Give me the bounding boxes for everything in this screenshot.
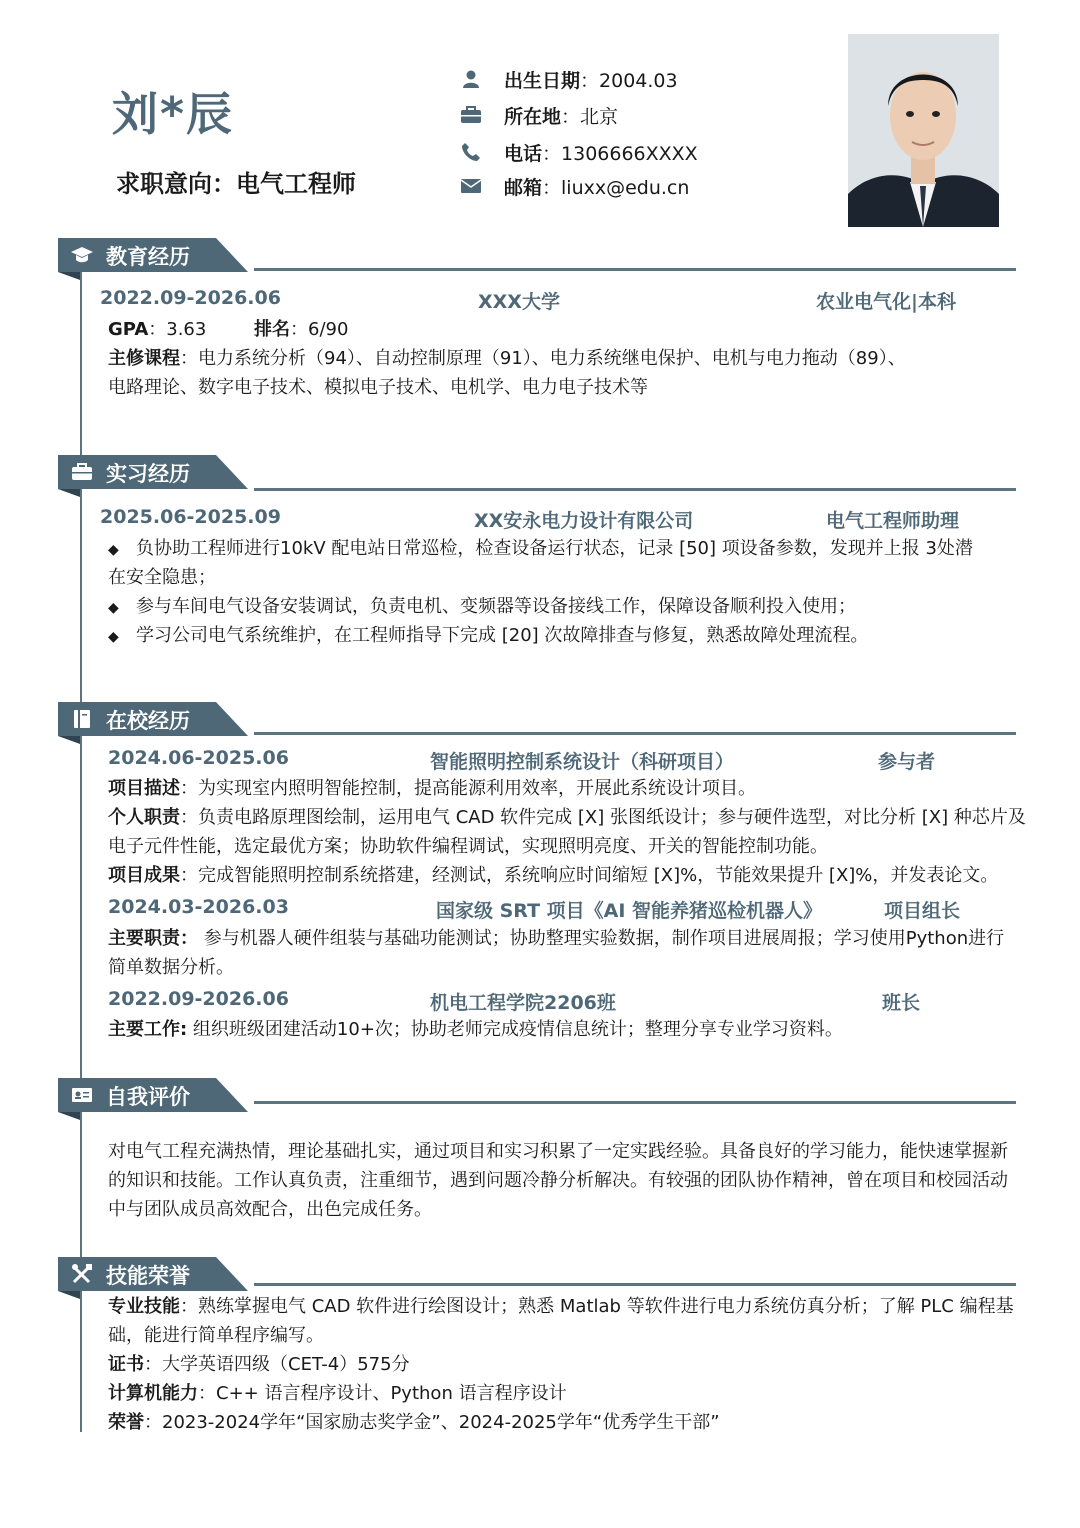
info-birth-label: 出生日期 [504, 69, 581, 92]
project1-duty: 个人职责：负责电路原理图绘制，运用电气 CAD 软件完成 [X] 张图纸设计；参与硬件选型，对比分析 [X] 种芯片及 [108, 807, 1026, 828]
section-header-skills [58, 1257, 248, 1291]
job-intent-value: 电气工程师 [236, 170, 356, 198]
section-rule [254, 732, 1016, 735]
graduation-cap-icon [70, 244, 94, 266]
intern-role: 电气工程师助理 [826, 510, 960, 532]
section-header-campus [58, 702, 248, 736]
candidate-name: 刘*辰 [112, 87, 235, 141]
section-header-self-eval [58, 1078, 248, 1112]
intern-bullet: ◆ 学习公司电气系统维护，在工程师指导下完成 [20] 次故障排查与修复，熟悉故障处理流程。 [108, 621, 868, 652]
courses-label: 主修课程 [108, 348, 180, 369]
section-title-skills: 技能荣誉 [106, 1264, 190, 1288]
person-icon [458, 68, 484, 90]
info-email [458, 171, 689, 201]
info-birth-value: ：2004.03 [580, 69, 678, 92]
section-title-internship: 实习经历 [106, 462, 190, 486]
section-header-education [58, 238, 248, 272]
mail-icon [458, 175, 484, 197]
intern-company: XX安永电力设计有限公司 [474, 510, 694, 532]
book-icon [70, 708, 94, 730]
diamond-bullet-icon: ◆ [108, 629, 119, 645]
briefcase-icon [70, 461, 94, 483]
edu-courses-cont: 电路理论、数字电子技术、模拟电子技术、电机学、电力电子技术等 [108, 377, 648, 398]
project2-date: 2024.03-2026.03 [108, 896, 289, 918]
courses-text: ：电力系统分析（94）、自动控制原理（91）、电力系统继电保护、电机与电力拖动（89）、 [180, 348, 906, 369]
project3-name: 机电工程学院2206班 [430, 992, 616, 1014]
project3-work: 主要工作: 组织班级团建活动10+次；协助老师完成疫情信息统计；整理分享专业学习资料。 [108, 1019, 843, 1040]
rank-value: ：6/90 [290, 319, 349, 340]
info-location-value: ：北京 [561, 105, 619, 128]
section-rule [254, 1283, 1016, 1286]
project3-date: 2022.09-2026.06 [108, 988, 289, 1010]
info-phone-value: ：1306666XXXX [542, 142, 698, 165]
intern-bullet-cont: 在安全隐患； [108, 567, 216, 588]
profile-photo [848, 34, 999, 227]
info-phone [458, 137, 698, 167]
section-rule [254, 1101, 1016, 1104]
project1-result: 项目成果：完成智能照明控制系统搭建，经测试，系统响应时间缩短 [X]%，节能效果提升 [X]%，并发表论文。 [108, 865, 999, 886]
edu-rank [254, 315, 348, 344]
edu-courses [108, 344, 906, 373]
briefcase-icon [458, 104, 484, 126]
project2-duty-cont: 简单数据分析。 [108, 957, 234, 978]
project1-role: 参与者 [878, 751, 936, 773]
diamond-bullet-icon: ◆ [108, 542, 119, 558]
self-eval-line: 的知识和技能。工作认真负责，注重细节，遇到问题冷静分析解决。有较强的团队协作精神，曾在项目和校园活动 [108, 1170, 1008, 1191]
skills-computer: 计算机能力：C++ 语言程序设计、Python 语言程序设计 [108, 1383, 567, 1404]
skills-professional: 专业技能：熟练掌握电气 CAD 软件进行绘图设计；熟悉 Matlab 等软件进行电力系统仿真分析；了解 PLC 编程基 [108, 1296, 1014, 1317]
edu-gpa [108, 315, 206, 344]
skills-honors: 荣誉：2023-2024学年“国家励志奖学金”、2024-2025学年“优秀学生干部” [108, 1412, 720, 1433]
self-eval-line: 中与团队成员高效配合，出色完成任务。 [108, 1199, 432, 1220]
rank-label: 排名 [254, 319, 290, 340]
section-title-campus: 在校经历 [106, 709, 190, 733]
edu-date: 2022.09-2026.06 [100, 287, 281, 309]
intern-bullet: ◆ 参与车间电气设备安装调试，负责电机、变频器等设备接线工作，保障设备顺利投入使用； [108, 592, 856, 623]
project1-duty-cont: 电子元件性能，选定最优方案；协助软件编程调试，实现照明亮度、开关的智能控制功能。 [108, 836, 828, 857]
info-location [458, 100, 618, 130]
gpa-value: ：3.63 [148, 319, 207, 340]
intern-bullet: ◆ 负协助工程师进行10kV 配电站日常巡检，检查设备运行状态，记录 [50] 项设备参数，发现并上报 3处潜 [108, 534, 973, 565]
edu-school: XXX大学 [478, 291, 560, 313]
info-location-label: 所在地 [504, 105, 562, 128]
info-email-value: ：liuxx@edu.cn [542, 176, 690, 199]
info-phone-label: 电话 [504, 142, 543, 165]
job-intent [116, 164, 356, 199]
diamond-bullet-icon: ◆ [108, 600, 119, 616]
edu-major: 农业电气化|本科 [816, 291, 956, 313]
project3-role: 班长 [882, 992, 921, 1014]
section-title-self-eval: 自我评价 [106, 1085, 190, 1109]
section-rule [254, 268, 1016, 271]
project2-duty: 主要职责： 参与机器人硬件组装与基础功能测试；协助整理实验数据，制作项目进展周报；学习使用Python进行 [108, 928, 1005, 949]
section-rule [254, 488, 1016, 491]
skills-professional-cont: 础，能进行简单程序编写。 [108, 1325, 324, 1346]
project2-role: 项目组长 [884, 900, 961, 922]
intern-date: 2025.06-2025.09 [100, 506, 281, 528]
info-email-label: 邮箱 [504, 176, 543, 199]
project2-name: 国家级 SRT 项目《AI 智能养猪巡检机器人》 [436, 900, 823, 922]
skills-certificate: 证书：大学英语四级（CET-4）575分 [108, 1354, 410, 1375]
project1-date: 2024.06-2025.06 [108, 747, 289, 769]
self-eval-line: 对电气工程充满热情，理论基础扎实，通过项目和实习积累了一定实践经验。具备良好的学习能力，能快速掌握新 [108, 1141, 1008, 1162]
info-birth [458, 64, 678, 94]
gpa-label: GPA [108, 319, 149, 340]
project1-name: 智能照明控制系统设计（科研项目） [430, 751, 735, 773]
project1-desc: 项目描述：为实现室内照明智能控制，提高能源利用效率，开展此系统设计项目。 [108, 778, 756, 799]
section-title-education: 教育经历 [106, 245, 190, 269]
tools-icon [70, 1263, 94, 1285]
phone-icon [458, 141, 484, 163]
job-intent-label: 求职意向： [116, 170, 236, 198]
id-card-icon [70, 1084, 94, 1106]
section-header-internship [58, 455, 248, 489]
